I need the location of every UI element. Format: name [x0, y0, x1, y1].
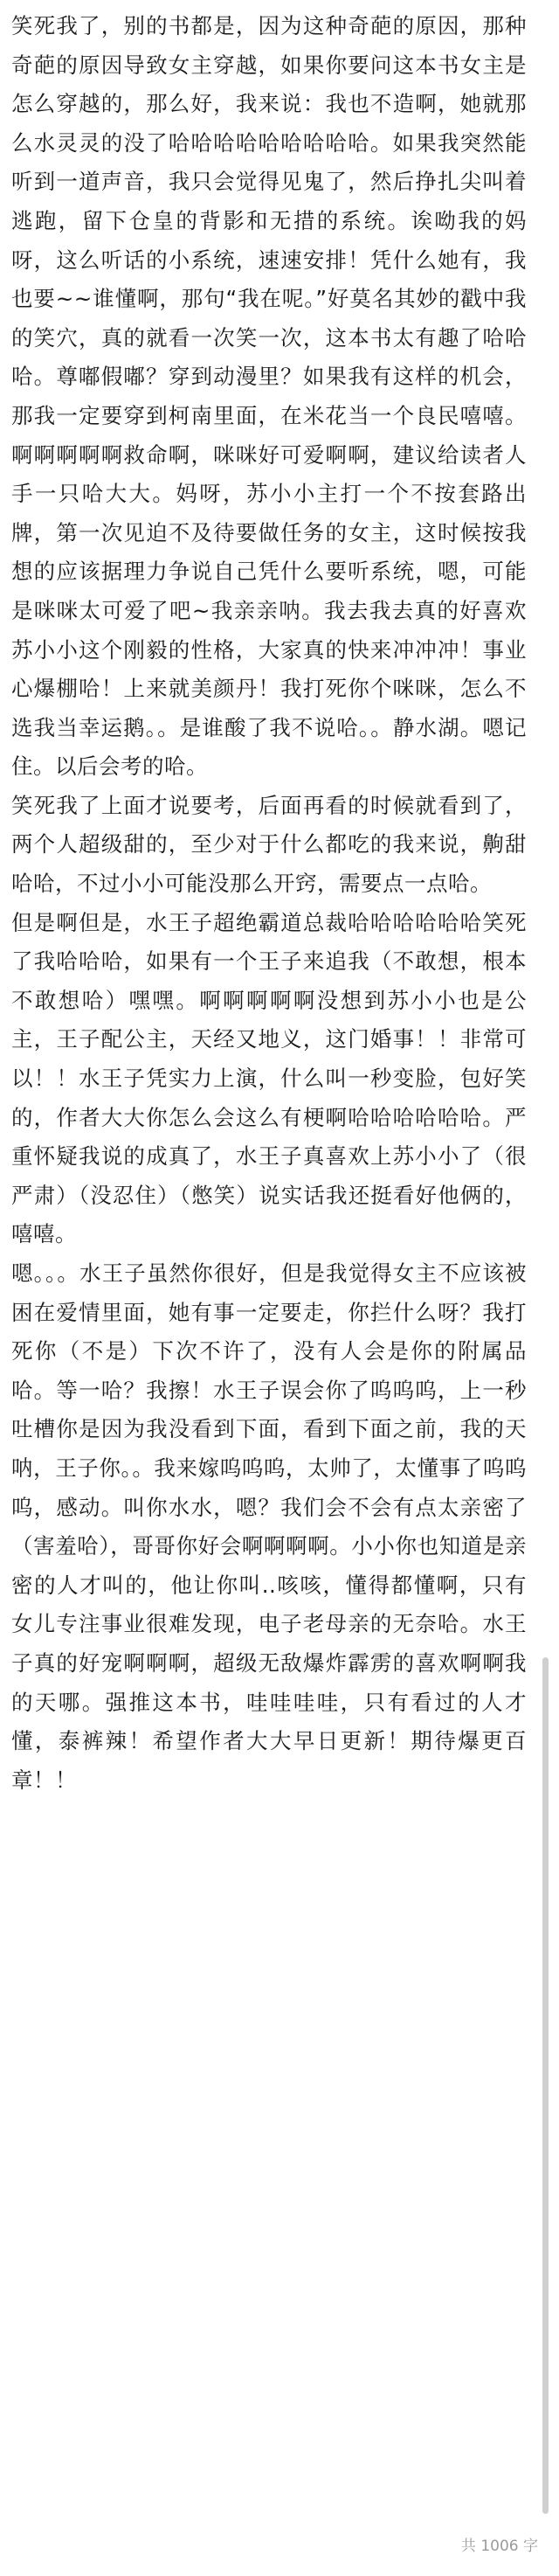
review-paragraph-3: 但是啊但是，水王子超绝霸道总裁哈哈哈哈哈哈笑死了我哈哈哈，如果有一个王子来追我（不敢想，根本不敢想哈）嘿嘿。啊啊啊啊啊没想到苏小小也是公主，王子配公主，天经又地义，这门婚事！！非常可以！！水王子凭实力上演，什么叫一秒变脸，包好笑的，作者大大你怎么会这么有梗啊哈哈哈哈哈哈。严重怀疑我说的成真了，水王子真喜欢上苏小小了（很严肃）（没忍住）（憋笑）说实话我还挺看好他俩的，嘻嘻。 — [11, 909, 527, 1247]
review-paragraph-2: 笑死我了上面才说要考，后面再看的时候就看到了，两个人超级甜的，至少对于什么都吃的我来说，齁甜哈哈，不过小小可能没那么开窍，需要点一点哈。 — [11, 792, 527, 897]
scrollbar-thumb[interactable] — [542, 1657, 549, 2514]
review-paragraph-4: 嗯。。。水王子虽然你很好，但是我觉得女主不应该被困在爱情里面，她有事一定要走，你拦什么呀？我打死你（不是）下次不许了，没有人会是你的附属品哈。等一哈？我擦！水王子误会你了呜呜呜，上一秒吐槽你是因为我没看到下面，看到下面之前，我的天呐，王子你。。我来嫁呜呜呜，太帅了，太懂事了呜呜呜，感动。叫你水水，嗯？我们会不会有点太亲密了（害羞哈），哥哥你好会啊啊啊啊。小小你也知道是亲密的人才叫的，他让你叫..咳咳，懂得都懂啊，只有女儿专注事业很难发现，电子老母亲的无奈哈。水王子真的好宠啊啊啊，超级无敌爆炸霹雳的喜欢啊啊我的天哪。强推这本书，哇哇哇哇，只有看过的人才懂，泰裤辣！希望作者大大早日更新！期待爆更百章！！ — [11, 1260, 527, 1793]
review-article — [11, 7, 527, 1800]
review-paragraph-1: 笑死我了，别的书都是，因为这种奇葩的原因，那种奇葩的原因导致女主穿越，如果你要问这本书女主是怎么穿越的，那么好，我来说：我也不造啊，她就那么水灵灵的没了哈哈哈哈哈哈哈哈哈。如果我突然能听到一道声音，我只会觉得见鬼了，然后挣扎尖叫着逃跑，留下仓皇的背影和无措的系统。诶呦我的妈呀，这么听话的小系统，速速安排！凭什么她有，我也要~~谁懂啊，那句“我在呢。”好莫名其妙的戳中我的笑穴，真的就看一次笑一次，这本书太有趣了哈哈哈。尊嘟假嘟？穿到动漫里？如果我有这样的机会，那我一定要穿到柯南里面，在米花当一个良民嘻嘻。啊啊啊啊啊救命啊，咪咪好可爱啊啊，建议给读者人手一只哈大大。妈呀，苏小小主打一个不按套路出牌，第一次见迫不及待要做任务的女主，这时候按我想的应该据理力争说自己凭什么要听系统，嗯，可能是咪咪太可爱了吧~我亲亲呐。我去我去真的好喜欢苏小小这个刚毅的性格，大家真的快来冲冲冲！事业心爆棚哈！上来就美颜丹！我打死你个咪咪，怎么不选我当幸运鹅。。是谁酸了我不说哈。。静水湖。嗯记住。以后会考的哈。 — [11, 13, 527, 780]
word-count-label: 共 1006 字 — [460, 2538, 538, 2555]
